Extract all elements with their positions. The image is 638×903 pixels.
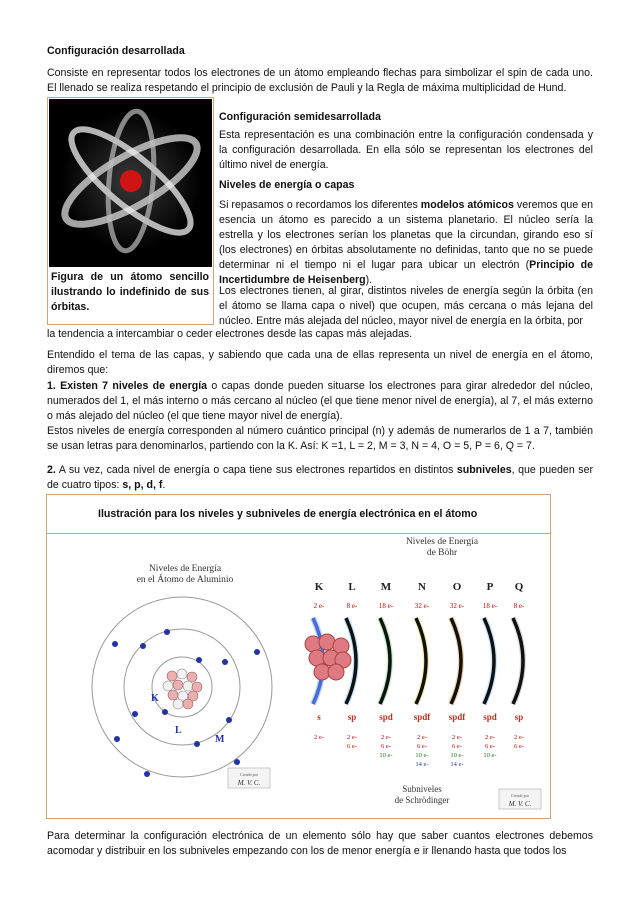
bohr-level-k: K bbox=[314, 581, 324, 593]
nucleus-dot bbox=[120, 170, 142, 192]
heading-niveles: Niveles de energía o capas bbox=[219, 179, 355, 191]
sublevel-k: s bbox=[317, 712, 321, 722]
paragraph-configuracion-electronica: Para determinar la configuración electrónica de un elemento sólo hay que saber cuantos electrones debemos acomodar y distribuir en los subniveles empezando con los de menor energía e ir llenando hasta que todos los bbox=[47, 830, 593, 857]
paragraph-electrones: Los electrones tienen, al girar, distintos niveles de energía según la órbita (en el átomo se llama capa o nivel) que ocupen, más cercana o más lejana del núcleo. Entre más alejada del núcleo, mayor nivel de energía en la órbita, por bbox=[219, 285, 593, 327]
bohr-electrons-q: 8 e- bbox=[513, 602, 525, 610]
bohr-level-o: O bbox=[452, 581, 462, 593]
paragraph-subniveles: 2. A su vez, cada nivel de energía o capa tiene sus electrones repartidos en distintos subniveles, que pueden ser de cuatro tipos: s, p, d, f. bbox=[47, 464, 593, 491]
bohr-arc-p bbox=[484, 618, 494, 704]
paragraph-entendido: Entendido el tema de las capas, y sabiendo que cada una de ellas representa un nivel de energía en el átomo, diremos que: bbox=[47, 349, 593, 376]
right-credit-1: Creado por bbox=[511, 793, 529, 798]
bohr-electrons-p: 18 e- bbox=[482, 602, 498, 610]
right-title-1: Niveles de Energía bbox=[405, 537, 479, 547]
sublevel-electrons-o-2: 10 e- bbox=[450, 752, 464, 759]
illustration-title: Ilustración para los niveles y subniveles de energía electrónica en el átomo bbox=[47, 495, 550, 534]
bohr-arc-n bbox=[416, 618, 426, 704]
sublevel-electrons-l-1: 6 e- bbox=[347, 743, 357, 750]
sublevel-electrons-p-1: 6 e- bbox=[485, 743, 495, 750]
left-credit-2: M. V. C. bbox=[237, 779, 261, 787]
bohr-arc-m bbox=[380, 618, 390, 704]
bohr-level-l: L bbox=[348, 581, 356, 593]
aluminium-nucleus bbox=[163, 669, 202, 709]
paragraph-tendencia: la tendencia a intercambiar o ceder electrones desde las capas más alejadas. bbox=[47, 328, 413, 340]
left-label-k: K bbox=[151, 693, 159, 704]
left-credit-1: Creado por bbox=[240, 772, 258, 777]
left-label-m: M bbox=[215, 734, 225, 745]
figure-caption: Figura de un átomo sencillo ilustrando lo indefinido de sus órbitas. bbox=[51, 271, 209, 313]
sublevel-electrons-p-2: 10 e- bbox=[483, 752, 497, 759]
sublevel-electrons-n-0: 2 e- bbox=[417, 734, 427, 741]
sublevel-q: sp bbox=[514, 712, 524, 722]
sublevel-electrons-o-1: 6 e- bbox=[452, 743, 462, 750]
illustration-diagram bbox=[47, 534, 550, 818]
sublevel-electrons-m-2: 10 e- bbox=[379, 752, 393, 759]
bohr-arc-o bbox=[451, 618, 461, 704]
bohr-electrons-n: 32 e- bbox=[414, 602, 430, 610]
left-label-l: L bbox=[175, 725, 182, 736]
right-sub-title-2: de Schrödinger bbox=[394, 795, 450, 805]
paragraph-numero-cuantico: Estos niveles de energía corresponden al número cuántico principal (n) y además de numerarlos de 1 a 7, también se usan letras para denominarlos, partiendo con la K. Así: K =1, L = 2, M = 3, N = 4, O = 5, P = 6, Q = 7. bbox=[47, 425, 593, 452]
paragraph-modelos: Si repasamos o recordamos los diferentes modelos atómicos veremos que en esencia un átomo es parecido a un sistema planetario. El núcleo sería la estrella y los electrones serían los planetas que la circundan, girando eso sí (los electrones) en órbitas absolutamente no definidas, tanto que no se puede determinar ni el tiempo ni el lugar para ubicar un electrón (Principio de Incertidumbre de Heisenberg). bbox=[219, 199, 594, 286]
bohr-electrons-m: 18 e- bbox=[378, 602, 394, 610]
sublevel-electrons-q-0: 2 e- bbox=[514, 734, 524, 741]
illustration-box bbox=[46, 494, 551, 819]
sublevel-electrons-k-0: 2 e- bbox=[314, 734, 324, 741]
sublevel-electrons-m-1: 6 e- bbox=[381, 743, 391, 750]
sublevel-l: sp bbox=[347, 712, 357, 722]
sublevel-electrons-q-1: 6 e- bbox=[514, 743, 524, 750]
bohr-levels bbox=[313, 581, 525, 768]
right-credit-2: M. V. C. bbox=[508, 800, 532, 808]
bohr-level-p: P bbox=[486, 581, 494, 593]
bohr-electrons-o: 32 e- bbox=[449, 602, 465, 610]
heading-configuracion-desarrollada: Configuración desarrollada bbox=[47, 45, 185, 57]
atom-image bbox=[49, 99, 212, 267]
sublevel-electrons-o-0: 2 e- bbox=[452, 734, 462, 741]
right-sub-title-1: Subniveles bbox=[402, 784, 442, 794]
bohr-electrons-l: 8 e- bbox=[346, 602, 358, 610]
sublevel-electrons-o-3: 14 e- bbox=[450, 761, 464, 768]
atom-figure bbox=[47, 97, 214, 325]
paragraph-siete-niveles: 1. Existen 7 niveles de energía o capas donde pueden situarse los electrones para girar alrededor del núcleo, numerados del 1, el más interno o más cercano al núcleo (el que tiene menor nivel de energía), al 7, el más externo o más alejado del núcleo (el que tiene mayor nivel de energía). bbox=[47, 380, 593, 422]
sublevel-electrons-n-2: 10 e- bbox=[415, 752, 429, 759]
sublevel-n: spdf bbox=[413, 712, 431, 722]
sublevel-o: spdf bbox=[448, 712, 466, 722]
sublevel-electrons-n-1: 6 e- bbox=[417, 743, 427, 750]
bohr-arc-q bbox=[513, 618, 523, 704]
bohr-level-q: Q bbox=[514, 581, 524, 593]
sublevel-m: spd bbox=[379, 712, 393, 722]
heading-semidesarrollada: Configuración semidesarrollada bbox=[219, 111, 381, 123]
bohr-electrons-k: 2 e- bbox=[313, 602, 325, 610]
bohr-nucleus bbox=[305, 634, 351, 680]
sublevel-electrons-l-0: 2 e- bbox=[347, 734, 357, 741]
sublevel-electrons-p-0: 2 e- bbox=[485, 734, 495, 741]
right-title-2: de Böhr bbox=[426, 548, 458, 558]
paragraph-desarrollada: Consiste en representar todos los electrones de un átomo empleando flechas para simbolizar el spin de cada uno. El llenado se realiza respetando el principio de exclusión de Pauli y la Regla de máxima multiplicidad de Hund. bbox=[47, 67, 593, 94]
bohr-level-n: N bbox=[418, 581, 426, 593]
sublevel-electrons-m-0: 2 e- bbox=[381, 734, 391, 741]
sublevel-p: spd bbox=[483, 712, 497, 722]
left-title-1: Niveles de Energía bbox=[148, 564, 222, 574]
left-title-2: en el Átomo de Aluminio bbox=[136, 575, 234, 585]
bohr-level-m: M bbox=[380, 581, 392, 593]
paragraph-semidesarrollada: Esta representación es una combinación entre la configuración condensada y la configuración desarrollada. En ella sólo se representan los electrones del último nivel de energía. bbox=[219, 129, 593, 171]
sublevel-electrons-n-3: 14 e- bbox=[415, 761, 429, 768]
